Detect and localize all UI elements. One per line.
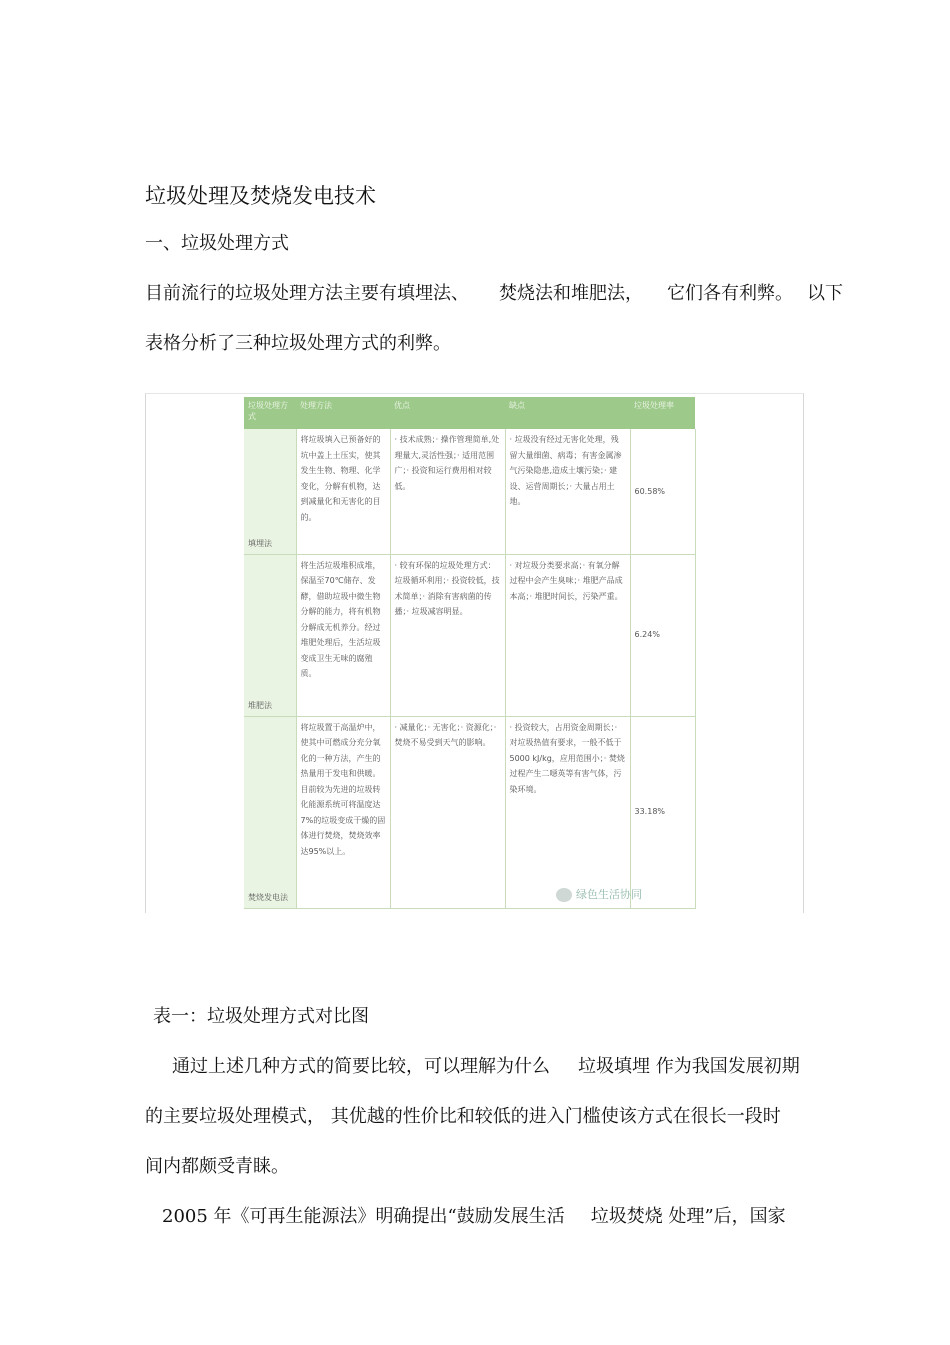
text-run: 焚烧法和堆肥法， — [499, 283, 643, 304]
comparison-table — [244, 397, 696, 909]
method-name-cell: 堆肥法 — [244, 554, 296, 716]
rate-cell: 6.24% — [630, 554, 695, 716]
table-caption: 表一：垃圾处理方式对比图 — [153, 1006, 369, 1027]
paragraph-3-line-1 — [162, 1206, 786, 1228]
cons-cell: · 对垃圾分类要求高；· 有氧分解过程中会产生臭味；· 堆肥产品成本高；· 堆肥时间长，污染严重。 — [505, 554, 630, 716]
text-run: 通过上述几种方式的简要比较，可以理解为什么 — [172, 1056, 550, 1077]
text-run: 垃圾填埋 作为我国发展初期 — [578, 1056, 800, 1077]
cons-cell: · 垃圾没有经过无害化处理，残留大量细菌、病毒；有害金属渗气污染隐患,造成土壤污染；· 建设、运营周期长；· 大量占用土地。 — [505, 429, 630, 554]
header-cell: 垃圾处理率 — [630, 397, 695, 429]
header-cell: 处理方法 — [296, 397, 390, 429]
paragraph-1-line-2: 表格分析了三种垃圾处理方式的利弊。 — [145, 333, 451, 354]
comparison-table-image — [145, 393, 804, 913]
pros-cell: · 减量化；· 无害化；· 资源化；· 焚烧不易受到天气的影响。 — [390, 716, 505, 908]
paragraph-2-line-3: 间内都颇受青睐。 — [145, 1156, 289, 1177]
watermark-text: 绿色生活协同 — [576, 888, 642, 901]
pros-cell: · 技术成熟；· 操作管理简单,处理量大,灵活性强；· 适用范围广；· 投资和运行费用相对较低。 — [390, 429, 505, 554]
method-description-cell: 将生活垃圾堆积成堆，保温至70℃储存、发酵，借助垃圾中微生物分解的能力，将有机物分解成无机养分。经过堆肥处理后，生活垃圾变成卫生无味的腐殖质。 — [296, 554, 390, 716]
text-run: 它们各有利弊。 — [667, 283, 793, 304]
table-row — [244, 429, 695, 554]
table-header-row — [244, 397, 695, 429]
header-cell: 垃圾处理方式 — [244, 397, 296, 429]
header-cell: 缺点 — [505, 397, 630, 429]
paragraph-2-line-1 — [172, 1056, 800, 1078]
table-row — [244, 554, 695, 716]
paragraph-1-line-1 — [145, 283, 843, 305]
text-run: 垃圾焚烧 处理”后，国家 — [590, 1206, 786, 1227]
text-run: 目前流行的垃圾处理方法主要有填埋法、 — [145, 283, 469, 304]
text-run: 以下 — [807, 283, 843, 304]
rate-cell: 60.58% — [630, 429, 695, 554]
header-cell: 优点 — [390, 397, 505, 429]
table-row — [244, 716, 695, 908]
pros-cell: · 较有环保的垃圾处理方式：垃圾循环利用；· 投资较低，技术简单；· 消除有害病菌的传播；· 垃圾减容明显。 — [390, 554, 505, 716]
method-description-cell: 将垃圾置于高温炉中，使其中可燃成分充分氧化的一种方法，产生的热量用于发电和供暖。目前较为先进的垃圾转化能源系统可将温度达7%的垃圾变成干燥的固体进行焚烧，焚烧效率达95%以上。 — [296, 716, 390, 908]
rate-cell: 33.18% — [630, 716, 695, 908]
method-description-cell: 将垃圾填入已预备好的坑中盖上土压实，使其发生生物、物理、化学变化，分解有机物，达到减量化和无害化的目的。 — [296, 429, 390, 554]
method-name-cell: 焚烧发电法 — [244, 716, 296, 908]
cons-cell: · 投资较大，占用资金周期长；· 对垃圾热值有要求，一般不低于5000 kJ/kg，应用范围小；· 焚烧过程产生二噁英等有害气体，污染环境。 — [505, 716, 630, 908]
document-title: 垃圾处理及焚烧发电技术 — [145, 184, 376, 208]
text-run: 2005 年《可再生能源法》明确提出“鼓励发展生活 — [162, 1206, 565, 1227]
method-name-cell: 填埋法 — [244, 429, 296, 554]
paragraph-2-line-2: 的主要垃圾处理模式， 其优越的性价比和较低的进入门槛使该方式在很长一段时 — [145, 1106, 781, 1127]
watermark — [556, 886, 642, 902]
section-heading: 一、垃圾处理方式 — [145, 233, 289, 254]
wechat-logo-icon — [556, 888, 572, 902]
